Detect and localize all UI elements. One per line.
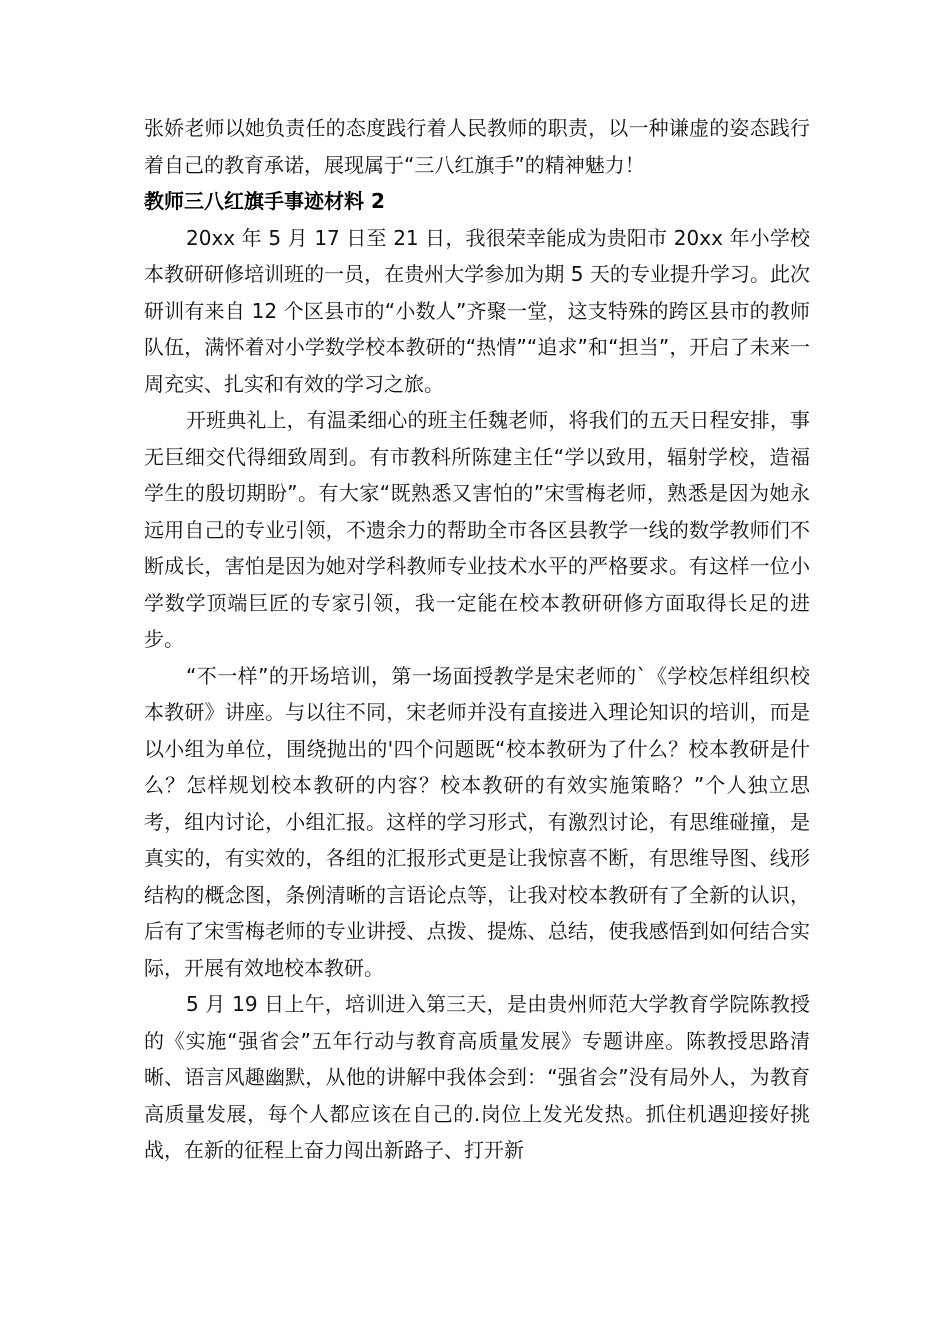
- body-paragraph: 开班典礼上，有温柔细心的班主任魏老师，将我们的五天日程安排，事无巨细交代得细致周到。有市教科所陈建主任“学以致用，辐射学校，造福学生的殷切期盼”。有大家“既熟悉又害怕的”宋雪梅老师，熟悉是因为她永远用自己的专业引领，不遗余力的帮助全市各区县教学一线的数学教师们不断成长，害怕是因为她对学科教师专业技术水平的严格要求。有这样一位小学数学顶端巨匠的专家引领，我一定能在校本教研研修方面取得长足的进步。: [144, 408, 810, 651]
- body-paragraph: 20xx 年 5 月 17 日至 21 日，我很荣幸能成为贵阳市 20xx 年小学校本教研研修培训班的一员，在贵州大学参加为期 5 天的专业提升学习。此次研训有来自 12 个区县市的“小数人”齐聚一堂，这支特殊的跨区县市的教师队伍，满怀着对小学数学校本教研的“热情”“追求”和“担当”，开启了未来一周充实、扎实和有效的学习之旅。: [144, 225, 810, 396]
- document-body: [144, 110, 810, 1169]
- section-heading: 教师三八红旗手事迹材料 2: [144, 189, 385, 213]
- body-paragraph: “不一样”的开场培训，第一场面授教学是宋老师的`《学校怎样组织校本教研》讲座。与以往不同，宋老师并没有直接进入理论知识的培训，而是以小组为单位，围绕抛出的'四个问题既“校本教研为了什么？校本教研是什么？怎样规划校本教研的内容？校本教研的有效实施策略？”个人独立思考，组内讨论，小组汇报。这样的学习形式，有激烈讨论，有思维碰撞，是真实的，有实效的，各组的汇报形式更是让我惊喜不断，有思维导图、线形结构的概念图，条例清晰的言语论点等，让我对校本教研有了全新的认识，后有了宋雪梅老师的专业讲授、点拨、提炼、总结，使我感悟到如何结合实际，开展有效地校本教研。: [144, 663, 810, 980]
- body-paragraph: 5 月 19 日上午，培训进入第三天，是由贵州师范大学教育学院陈教授的《实施“强省会”五年行动与教育高质量发展》专题讲座。陈教授思路清晰、语言风趣幽默，从他的讲解中我体会到：“强省会”没有局外人，为教育高质量发展，每个人都应该在自己的.岗位上发光发热。抓住机遇迎接好挑战，在新的征程上奋力闯出新路子、打开新: [144, 992, 810, 1162]
- lead-paragraph: 张娇老师以她负责任的态度践行着人民教师的职责，以一种谦虚的姿态践行着自己的教育承诺，展现属于“三八红旗手”的精神魅力！: [144, 116, 810, 177]
